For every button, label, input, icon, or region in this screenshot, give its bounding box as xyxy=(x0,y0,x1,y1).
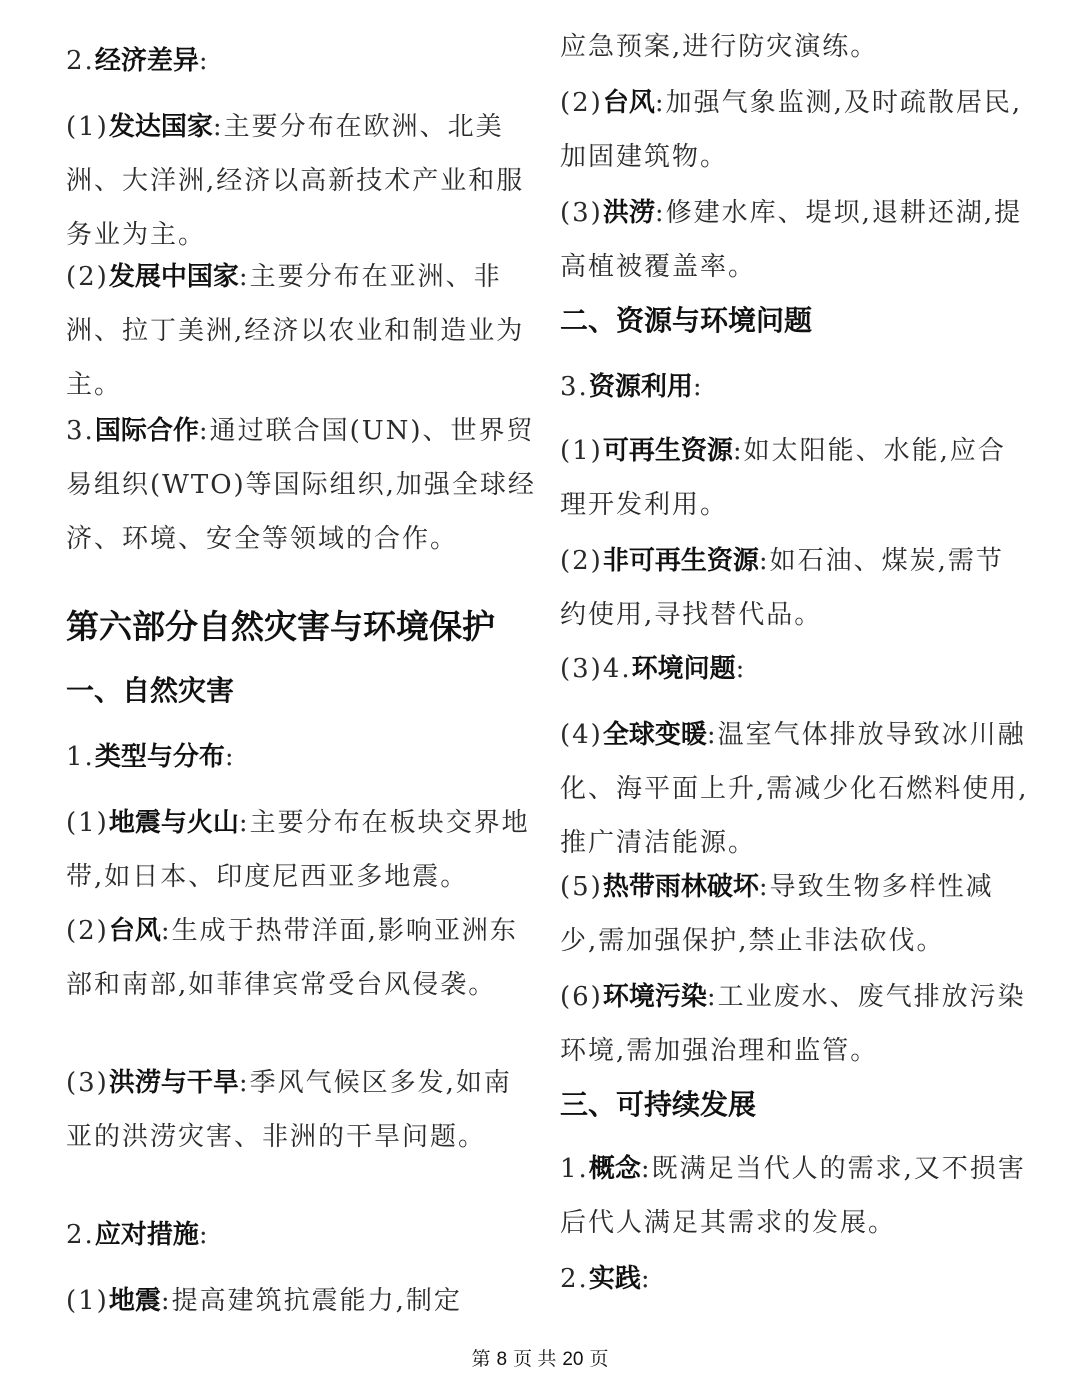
item-term: 地震 xyxy=(108,1286,161,1316)
section-resources-environment: 二、资源与环境问题 xyxy=(560,304,813,337)
paragraph-global-warming xyxy=(560,708,1030,870)
item-number: (2) xyxy=(560,546,603,576)
item-term: 非可再生资源 xyxy=(602,546,759,576)
item-number: 2. xyxy=(66,46,95,76)
item-text: :生成于热带洋面,影响亚洲东部和南部,如菲律宾常受台风侵袭。 xyxy=(66,916,518,1000)
item-text: : xyxy=(224,742,236,772)
item-number: (1) xyxy=(560,436,603,466)
item-number: 1. xyxy=(66,742,95,772)
paragraph-flood-measures xyxy=(560,186,1030,294)
item-term: 环境问题 xyxy=(631,654,736,684)
item-text: : xyxy=(198,1220,210,1250)
footer-mid: 页 共 xyxy=(513,1349,557,1370)
item-text: : xyxy=(198,46,210,76)
item-term: 全球变暖 xyxy=(602,720,707,750)
item-text: :主要分布在亚洲、非洲、拉丁美洲,经济以农业和制造业为主。 xyxy=(66,262,525,400)
heading-practice xyxy=(560,1252,1030,1306)
paragraph-earthquake-volcano xyxy=(66,796,536,904)
item-text: :主要分布在欧洲、北美洲、大洋洲,经济以高新技术产业和服务业为主。 xyxy=(66,112,525,250)
heading-types-distribution xyxy=(66,730,536,784)
item-term: 可再生资源 xyxy=(602,436,733,466)
item-text: :加强气象监测,及时疏散居民,加固建筑物。 xyxy=(560,88,1023,172)
page-total: 20 xyxy=(562,1349,584,1370)
item-term: 环境污染 xyxy=(602,982,707,1012)
item-text: :温室气体排放导致冰川融化、海平面上升,需减少化石燃料使用,推广清洁能源。 xyxy=(560,720,1029,858)
item-term: 台风 xyxy=(108,916,161,946)
footer-suffix: 页 xyxy=(589,1349,609,1370)
heading-resource-use xyxy=(560,360,1030,414)
item-number: 3. xyxy=(66,416,95,446)
item-term: 台风 xyxy=(602,88,655,118)
item-text: :导致生物多样性减少,需加强保护,禁止非法砍伐。 xyxy=(560,872,994,956)
item-number: 2. xyxy=(560,1264,589,1294)
item-term: 发达国家 xyxy=(108,112,213,142)
item-number: (3) xyxy=(66,1068,109,1098)
paragraph-earthquake-measures xyxy=(66,1274,536,1328)
item-text: : xyxy=(640,1264,652,1294)
item-term: 类型与分布 xyxy=(94,742,225,772)
item-term: 实践 xyxy=(588,1264,641,1294)
paragraph-continuation: 应急预案,进行防灾演练。 xyxy=(560,32,879,62)
item-term: 经济差异 xyxy=(94,46,199,76)
item-text: : xyxy=(735,654,747,684)
item-text: :提高建筑抗震能力,制定 xyxy=(160,1286,462,1316)
item-term: 洪涝 xyxy=(602,198,655,228)
item-number: (3)4. xyxy=(560,654,632,684)
item-number: (5) xyxy=(560,872,603,902)
item-text: :如太阳能、水能,应合理开发利用。 xyxy=(560,436,1006,520)
paragraph-flood-drought xyxy=(66,1056,536,1164)
paragraph-pollution xyxy=(560,970,1030,1078)
item-text: :主要分布在板块交界地带,如日本、印度尼西亚多地震。 xyxy=(66,808,530,892)
item-term: 发展中国家 xyxy=(108,262,239,292)
paragraph-concept xyxy=(560,1142,1030,1250)
heading-economic-difference xyxy=(66,34,536,88)
section-sustainable-development: 三、可持续发展 xyxy=(560,1088,757,1121)
item-number: 3. xyxy=(560,372,589,402)
item-term: 概念 xyxy=(588,1154,641,1184)
item-term: 洪涝与干旱 xyxy=(108,1068,239,1098)
item-number: (2) xyxy=(560,88,603,118)
item-term: 资源利用 xyxy=(588,372,693,402)
paragraph-international-cooperation xyxy=(66,404,536,566)
item-text: :季风气候区多发,如南亚的洪涝灾害、非洲的干旱问题。 xyxy=(66,1068,512,1152)
item-number: 2. xyxy=(66,1220,95,1250)
item-term: 应对措施 xyxy=(94,1220,199,1250)
item-number: (1) xyxy=(66,1286,109,1316)
item-term: 热带雨林破坏 xyxy=(602,872,759,902)
item-number: (2) xyxy=(66,916,109,946)
item-text: :工业废水、废气排放污染环境,需加强治理和监管。 xyxy=(560,982,1026,1066)
page-footer xyxy=(0,1344,1080,1371)
paragraph-renewable-resources xyxy=(560,424,1030,532)
item-number: (6) xyxy=(560,982,603,1012)
part-six-title: 第六部分自然灾害与环境保护 xyxy=(66,607,495,646)
section-natural-disasters: 一、自然灾害 xyxy=(66,674,235,707)
item-text: : xyxy=(692,372,704,402)
item-text: :既满足当代人的需求,又不损害后代人满足其需求的发展。 xyxy=(560,1154,1026,1238)
paragraph-nonrenewable-resources xyxy=(560,534,1030,642)
heading-environment-issues xyxy=(560,642,1030,696)
item-number: (1) xyxy=(66,112,109,142)
item-number: (4) xyxy=(560,720,603,750)
item-number: (3) xyxy=(560,198,603,228)
paragraph-rainforest-destruction xyxy=(560,860,1030,968)
item-number: (1) xyxy=(66,808,109,838)
item-term: 国际合作 xyxy=(94,416,199,446)
item-term: 地震与火山 xyxy=(108,808,239,838)
item-text: :通过联合国(UN)、世界贸易组织(WTO)等国际组织,加强全球经济、环境、安全等领域的合作。 xyxy=(66,416,536,554)
paragraph-developed-countries xyxy=(66,100,536,262)
footer-prefix: 第 xyxy=(471,1349,491,1370)
item-number: (2) xyxy=(66,262,109,292)
heading-countermeasures xyxy=(66,1208,536,1262)
item-text: :修建水库、堤坝,退耕还湖,提高植被覆盖率。 xyxy=(560,198,1023,282)
paragraph-typhoon-measures xyxy=(560,76,1030,184)
item-number: 1. xyxy=(560,1154,589,1184)
paragraph-typhoon-distribution xyxy=(66,904,536,1012)
paragraph-developing-countries xyxy=(66,250,536,412)
item-text: :如石油、煤炭,需节约使用,寻找替代品。 xyxy=(560,546,1004,630)
page-number: 8 xyxy=(496,1349,508,1370)
